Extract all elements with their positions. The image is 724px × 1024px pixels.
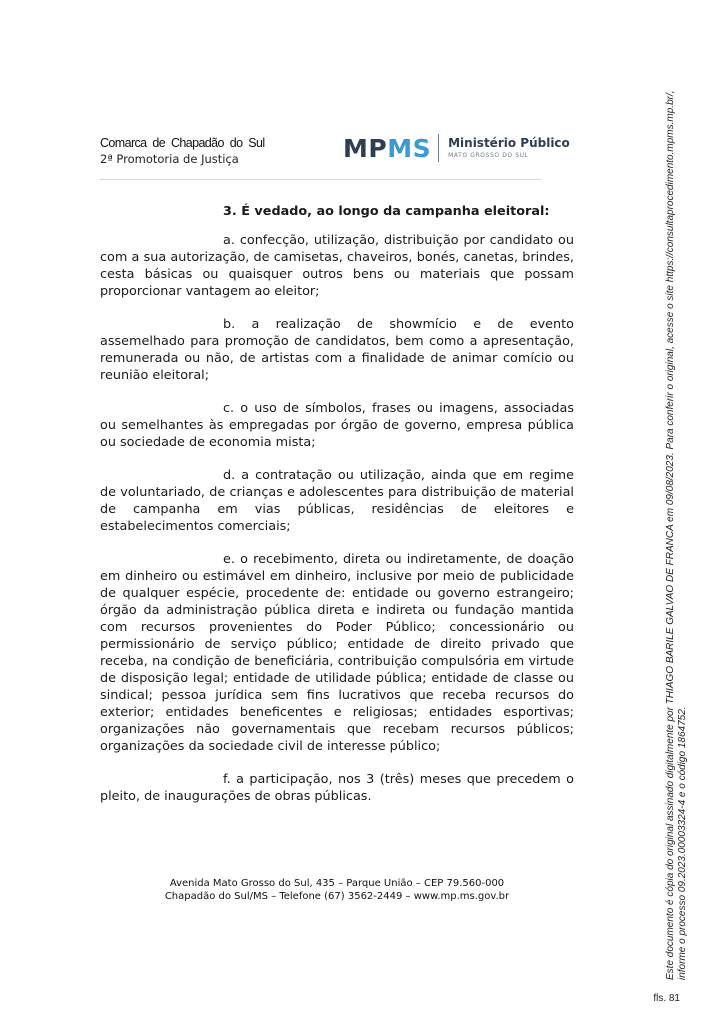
- section-heading: 3. É vedado, ao longo da campanha eleitoral:: [223, 204, 550, 219]
- logo-text: [448, 137, 570, 160]
- logo-ms-text: MS: [387, 133, 432, 163]
- logo-name: Ministério Público: [448, 135, 570, 150]
- logo-subtitle: MATO GROSSO DO SUL: [448, 152, 529, 160]
- footer-address: Avenida Mato Grosso do Sul, 435 – Parque União – CEP 79.560-000: [169, 878, 505, 889]
- digital-signature-note: [665, 90, 689, 980]
- paragraph-f: f. a participação, nos 3 (três) meses que precedem o pleito, de inaugurações de obras públicas.: [100, 772, 574, 804]
- header-left: [100, 136, 265, 166]
- footer-contact: Chapadão do Sul/MS – Telefone (67) 3562-2449 – www.mp.ms.gov.br: [164, 891, 510, 902]
- signature-note-line-2: informe o processo 09.2023.00003324-4 e o código 1864752.: [677, 706, 688, 980]
- logo-divider: [438, 134, 439, 162]
- header-divider: [100, 179, 541, 180]
- paragraph-d: d. a contratação ou utilização, ainda que em regime de voluntariado, de crianças e adolescentes para distribuição de material de campanha em vias públicas, residências de eleitores e estabelecimentos comerciais;: [100, 468, 574, 534]
- comarca-label: Comarca de Chapadão do Sul: [100, 136, 265, 150]
- signature-note-line-1: Este documento é cópia do original assinado digitalmente por THIAGO BARILE GALVAO DE FRANCA em 09/08/2023. Para conferir o original, acesse o site https://consultaprocedimento.mpms.mp.br/,: [665, 90, 676, 980]
- logo-mark: [343, 133, 432, 163]
- promotoria-label: 2ª Promotoria de Justiça: [100, 152, 239, 166]
- document-body: [100, 203, 574, 821]
- paragraph-c: c. o uso de símbolos, frases ou imagens, associadas ou semelhantes às empregadas por órgão de governo, empresa pública ou sociedade de economia mista;: [100, 401, 574, 450]
- paragraph-e: e. o recebimento, direta ou indiretamente, de doação em dinheiro ou estimável em dinheiro, inclusive por meio de publicidade de qualquer espécie, procedente de: entidade ou governo estrangeiro; órgão da administração pública direta e indireta ou fundação mantida com recursos provenientes do Poder Público; concessionário ou permissionário de serviço público; entidade de direito privado que receba, na condição de beneficiária, contribuição compulsória em virtude de disposição legal; entidade de utilidade pública; entidade de classe ou sindical; pessoa jurídica sem fins lucrativos que receba recursos do exterior; entidades beneficentes e religiosas; entidades esportivas; organizações não governamentais que recebam recursos públicos; organizações da sociedade civil de interesse público;: [100, 552, 574, 754]
- paragraph-a: a. confecção, utilização, distribuição por candidato ou com a sua autorização, de camisetas, chaveiros, bonés, canetas, brindes, cesta básicas ou quaisquer outros bens ou materiais que possam proporcionar vantagem ao eleitor;: [100, 233, 574, 299]
- page-footer: [100, 877, 574, 903]
- page-number: fls. 81: [653, 993, 680, 1004]
- paragraph-b: b. a realização de showmício e de evento assemelhado para promoção de candidatos, bem como a apresentação, remunerada ou não, de artistas com a finalidade de animar comício ou reunião eleitoral;: [100, 317, 574, 383]
- mpms-logo: [343, 132, 570, 164]
- logo-mp-text: MP: [343, 133, 388, 163]
